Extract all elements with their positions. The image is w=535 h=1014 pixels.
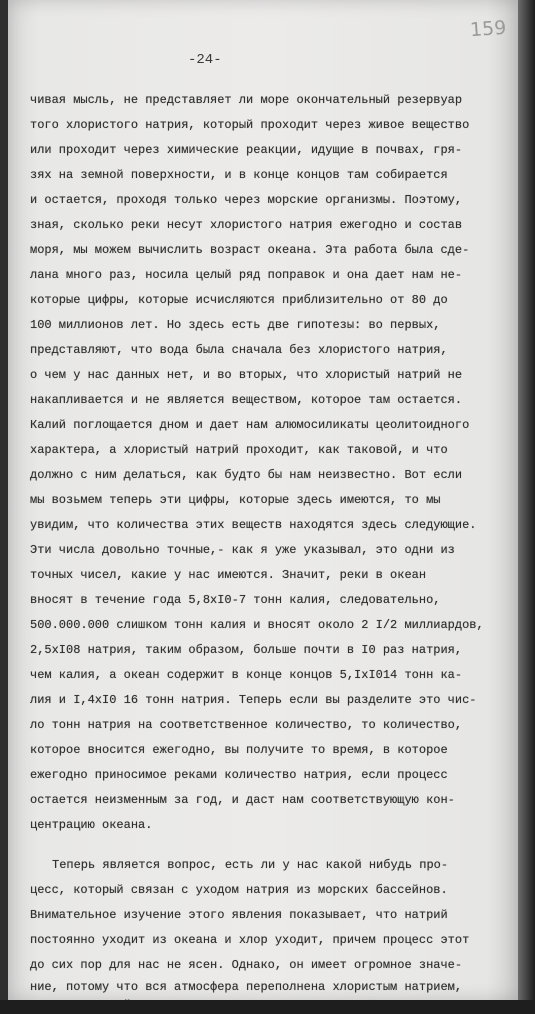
text-line: должно с ним делаться, как будто бы нам неизвестно. Вот если: [30, 468, 463, 482]
text-line: которые цифры, которые исчисляются приблизительно от 80 до: [30, 293, 448, 307]
text-line: чем калия, а океан содержит в конце концов 5,IхI014 тонн ка-: [30, 668, 463, 682]
text-line: остается неизменным за год, и даст нам соответствующую кон-: [30, 793, 455, 807]
text-line: лия и I,4хI0 16 тонн натрия. Теперь если вы разделите это чис-: [30, 693, 477, 707]
text-line: Эти числа довольно точные,- как я уже указывал, это одни из: [30, 543, 455, 557]
text-line: мы возьмем теперь эти цифры, которые здесь имеются, то мы: [30, 493, 441, 507]
scan-edge-right: [518, 0, 535, 1014]
text-line: чивая мысль, не представляет ли море окончательный резервуар: [30, 93, 463, 107]
text-line: накапливается и не является веществом, которое там остается.: [30, 393, 463, 407]
text-line: цесс, который связан с уходом натрия из морских бассейнов.: [30, 883, 448, 897]
text-line: Калий поглощается дном и дает нам алюмосиликаты цеолитоидного: [30, 418, 470, 432]
text-line: о чем у нас данных нет, и во вторых, что хлористый натрий не: [30, 368, 463, 382]
text-line: 500.000.000 слишком тонн калия и вносят около 2 I/2 миллиардов,: [30, 618, 484, 632]
scan-edge-bottom: [0, 1000, 535, 1014]
text-line: точных чисел, какие у нас имеются. Значит, реки в океан: [30, 568, 427, 582]
document-page: [8, 0, 518, 1000]
text-line: и остается, проходя только через морские организмы. Поэтому,: [30, 193, 463, 207]
text-line: увидим, что количества этих веществ находятся здесь следующие.: [30, 518, 477, 532]
page-number: -24-: [188, 52, 222, 68]
text-line: представляют, что вода была сначала без хлористого натрия,: [30, 343, 448, 357]
text-line: до сих пор для нас не ясен. Однако, он имеет огромное значе-: [30, 958, 463, 972]
text-line: Теперь является вопрос, есть ли у нас какой нибудь про-: [52, 858, 449, 872]
text-line: 100 миллионов лет. Но здесь есть две гипотезы: во первых,: [30, 318, 441, 332]
text-line: центрацию океана.: [30, 818, 153, 832]
folio-number: 159: [469, 16, 507, 42]
text-line: ло тонн натрия на соответственное количество, то количество,: [30, 718, 463, 732]
text-line: того хлористого натрия, который проходит через живое вещество: [30, 118, 470, 132]
text-line: зная, сколько реки несут хлористого натрия ежегодно и состав: [30, 218, 463, 232]
text-line: 2,5хI08 натрия, таким образом, больше почти в I0 раз натрия,: [30, 643, 463, 657]
text-line: постоянно уходит из океана и хлор уходит, причем процесс этот: [30, 933, 470, 947]
text-line: ежегодно приносимое реками количество натрия, если процесс: [30, 768, 448, 782]
text-line: Внимательное изучение этого явления показывает, что натрий: [30, 908, 448, 922]
text-line: или проходит через химические реакции, идущие в почвах, гря-: [30, 143, 463, 157]
text-line: ние, потому что вся атмосфера переполнена хлористым натрием,: [30, 980, 463, 994]
text-line: которое вносится ежегодно, вы получите то время, в которое: [30, 743, 448, 757]
text-line: моря, мы можем вычислить возраст океана. Эта работа была сде-: [30, 243, 470, 257]
text-line: лана много раз, носила целый ряд поправок и она дает нам не-: [30, 268, 463, 282]
text-line: вносят в течение года 5,8хI0-7 тонн калия, следовательно,: [30, 593, 441, 607]
text-line: характера, а хлористый натрий проходит, как таковой, и что: [30, 443, 448, 457]
text-line: зях на земной поверхности, и в конце концов там собирается: [30, 168, 448, 182]
